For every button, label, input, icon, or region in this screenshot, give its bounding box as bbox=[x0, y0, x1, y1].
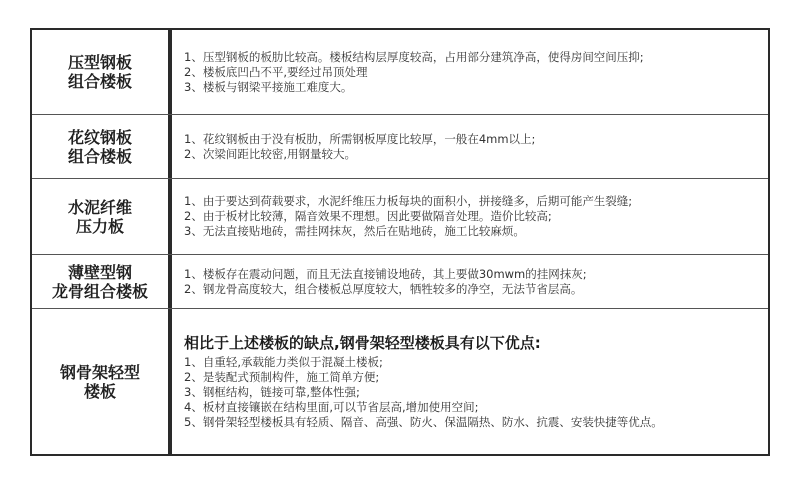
floor-type-name bbox=[32, 255, 172, 308]
description-line: 2、钢龙骨高度较大，组合楼板总厚度较大，牺牲较多的净空，无法节省层高。 bbox=[184, 281, 583, 296]
table-row bbox=[32, 178, 768, 254]
description-line: 1、自重轻,承载能力类似于混凝土楼板; bbox=[184, 355, 383, 369]
floor-type-name-line: 压型钢板 bbox=[67, 53, 132, 72]
floor-type-description bbox=[172, 255, 768, 308]
floor-type-name bbox=[32, 179, 172, 254]
floor-type-name bbox=[32, 115, 172, 178]
description-line: 4、板材直接镶嵌在结构里面,可以节省层高,增加使用空间; bbox=[184, 400, 479, 414]
table-row bbox=[32, 254, 768, 308]
floor-type-name-line: 薄壁型钢 bbox=[67, 262, 132, 282]
description-line: 1、楼板存在震动问题，而且无法直接铺设地砖，其上要做30mwm的挂网抹灰; bbox=[184, 266, 587, 281]
description-line: 1、花纹钢板由于没有板肋，所需钢板厚度比较厚，一般在4mm以上; bbox=[184, 131, 536, 146]
floor-type-name-line: 花纹钢板 bbox=[67, 127, 132, 147]
floor-type-name-line: 龙骨组合楼板 bbox=[51, 281, 148, 301]
floor-type-name-line: 组合楼板 bbox=[67, 146, 132, 166]
floor-type-name-line: 楼板 bbox=[83, 381, 116, 401]
floor-type-name-line: 水泥纤维 bbox=[67, 197, 132, 217]
table-row bbox=[32, 308, 768, 454]
description-line: 3、钢框结构，链接可靠,整体性强; bbox=[184, 385, 360, 399]
advantages-headline: 相比于上述楼板的缺点,钢骨架轻型楼板具有以下优点: bbox=[184, 334, 541, 352]
description-line: 1、压型钢板的板肋比较高。楼板结构层厚度较高，占用部分建筑净高，使得房间空间压抑; bbox=[184, 49, 644, 64]
description-line: 3、无法直接贴地砖，需挂网抹灰，然后在贴地砖，施工比较麻烦。 bbox=[184, 224, 525, 238]
description-line: 2、是装配式预制构件，施工简单方便; bbox=[184, 370, 380, 384]
floor-type-name bbox=[32, 309, 172, 454]
floor-type-description bbox=[172, 309, 768, 454]
floor-type-name-line: 钢骨架轻型 bbox=[59, 362, 140, 382]
description-line: 5、钢骨架轻型楼板具有轻质、隔音、高强、防火、保温隔热、防水、抗震、安装快捷等优点。 bbox=[184, 415, 663, 429]
comparison-table bbox=[30, 28, 770, 456]
description-line: 2、楼板底凹凸不平,要经过吊顶处理 bbox=[184, 64, 368, 79]
description-line: 2、次梁间距比较密,用钢量较大。 bbox=[184, 146, 356, 161]
floor-type-description bbox=[172, 115, 768, 178]
table-row bbox=[32, 30, 768, 114]
description-line: 1、由于要达到荷载要求，水泥纤维压力板每块的面积小，拼接缝多，后期可能产生裂缝; bbox=[184, 194, 633, 208]
description-line: 2、由于板材比较薄，隔音效果不理想。因此要做隔音处理。造价比较高; bbox=[184, 209, 552, 223]
floor-type-name bbox=[32, 30, 172, 114]
floor-type-name-line: 组合楼板 bbox=[67, 72, 132, 91]
description-line: 3、楼板与钢梁平接施工难度大。 bbox=[184, 79, 353, 94]
floor-type-name-line: 压力板 bbox=[75, 216, 124, 236]
floor-type-description bbox=[172, 179, 768, 254]
table-row bbox=[32, 114, 768, 178]
floor-type-description bbox=[172, 30, 768, 114]
